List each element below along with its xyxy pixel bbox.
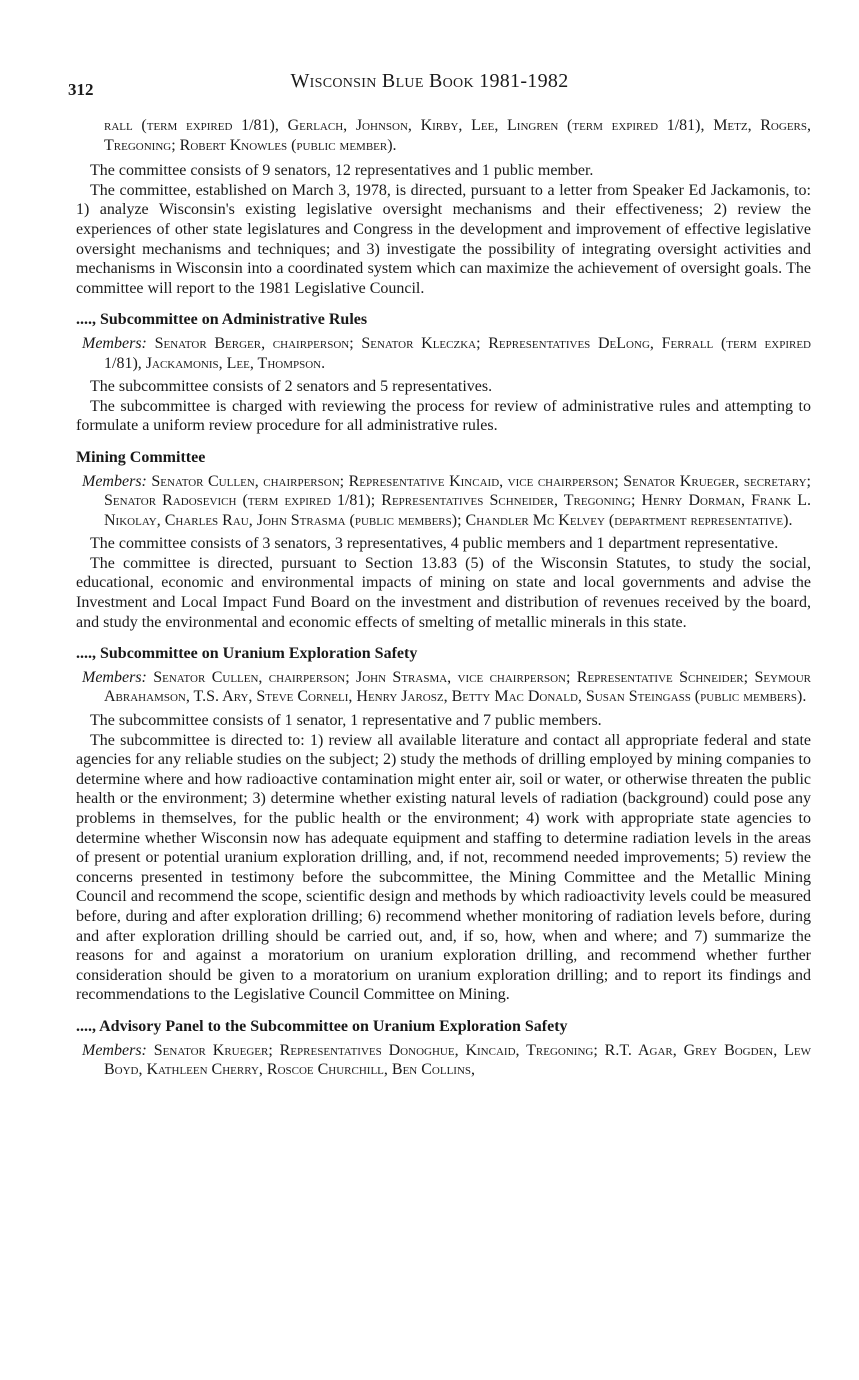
page-header [0,68,859,108]
members-advisory-panel [76,1041,811,1080]
composition-admin-rules: The subcommittee consists of 2 senators and 5 representatives. [90,378,493,396]
composition-uranium: The subcommittee consists of 1 senator, 1 representative and 7 public members. [90,712,602,730]
members-label: Members: [82,1041,147,1059]
description-uranium: The subcommittee is directed to: 1) review all available literature and contact all appropriate federal and state agencies for any reliable studies on the subject; 2) study the methods of drilling employed by mining companies to determine where and how radioactive contamination might enter air, soil or water, or otherwise threaten the public health or the environment; 3) determine whether existing natural levels of radiation (background) could pose any problems in themselves, for the public health or the environment; 4) work with appropriate state agencies to determine whether Wisconsin now has adequate equipment and staffing to determine radiation levels in the areas of present or potential uranium exploration drilling, and, if not, recommend needed improvements; 5) review the concerns presented in testimony before the subcommittee, the Mining Committee and the Metallic Mining Council and recommend the scope, scientific design and methods by which radioactivity levels could be measured before, during and after exploration drilling; 6) recommend whether monitoring of radiation levels before, during and after exploration drilling should be carried out, and, if so, how, when and where; and 7) summarize the reasons for and against a moratorium on uranium exploration drilling, and recommend whether further consideration should be given to a moratorium on uranium exploration drilling; and to report its findings and recommendations to the Legislative Council Committee on Mining. [76,731,811,1004]
members-list: Senator Berger, chairperson; Senator Kleczka; Representatives DeLong, Ferrall (term expired 1/81), Jackamonis, Lee, Thompson. [104,334,811,372]
members-list: Senator Cullen, chairperson; Representative Kincaid, vice chairperson; Senator Krueger, secretary; Senator Radosevich (term expired 1/81); Representatives Schneider, Tregoning; Henry Dorman, Frank L. Nikolay, Charles Rau, John Strasma (public members); Chandler Mc Kelvey (department representative). [104,472,812,529]
members-admin-rules [76,334,811,373]
members-label: Members: [82,668,147,686]
section-heading-admin-rules: ...., Subcommittee on Administrative Rules [76,311,368,329]
members-uranium [76,668,811,707]
running-title: Wisconsin Blue Book 1981-1982 [290,70,569,92]
composition-mining: The committee consists of 3 senators, 3 representatives, 4 public members and 1 department representative. [90,535,779,553]
section-heading-uranium: ...., Subcommittee on Uranium Exploration Safety [76,645,418,663]
members-list: Senator Cullen, chairperson; John Strasma, vice chairperson; Representative Schneider; Seymour Abrahamson, T.S. Ary, Steve Corneli, Henry Jarosz, Betty Mac Donald, Susan Steingass (public members). [104,668,812,706]
members-mining [76,472,811,531]
members-continued: rall (term expired 1/81), Gerlach, Johnson, Kirby, Lee, Lingren (term expired 1/81), Metz, Rogers, Tregoning; Robert Knowles (public member). [104,117,811,154]
section-heading-advisory-panel: ...., Advisory Panel to the Subcommittee on Uranium Exploration Safety [76,1017,568,1035]
page-body [76,116,811,1084]
members-label: Members: [82,334,147,352]
page-number: 312 [68,80,94,99]
committee-description: The committee, established on March 3, 1978, is directed, pursuant to a letter from Speaker Ed Jackamonis, to: 1) analyze Wisconsin's existing legislative oversight mechanisms and their effectiveness; 2) review the experiences of other state legislatures and Congress in the development and improvement of effective legislative oversight mechanisms and techniques; and 3) investigate the possibility of integrating oversight activities and mechanisms in Wisconsin into a coordinated system which can maximize the achievement of oversight goals. The committee will report to the 1981 Legislative Council. [76,181,811,297]
members-list: Senator Krueger; Representatives Donoghue, Kincaid, Tregoning; R.T. Agar, Grey Bogden, Lew Boyd, Kathleen Cherry, Roscoe Churchill, Ben Collins, [104,1041,812,1079]
committee-composition: The committee consists of 9 senators, 12 representatives and 1 public member. [90,162,594,180]
section-heading-mining: Mining Committee [76,448,206,466]
members-label: Members: [82,472,147,490]
description-admin-rules: The subcommittee is charged with reviewing the process for review of administrative rules and attempting to formulate a uniform review procedure for all administrative rules. [76,397,811,435]
description-mining: The committee is directed, pursuant to Section 13.83 (5) of the Wisconsin Statutes, to study the social, educational, economic and environmental impacts of mining on state and local governments and advise the Investment and Local Impact Fund Board on the investment and distribution of revenues received by the board, and study the environmental and economic effects of smelting of metallic minerals in this state. [76,554,811,631]
